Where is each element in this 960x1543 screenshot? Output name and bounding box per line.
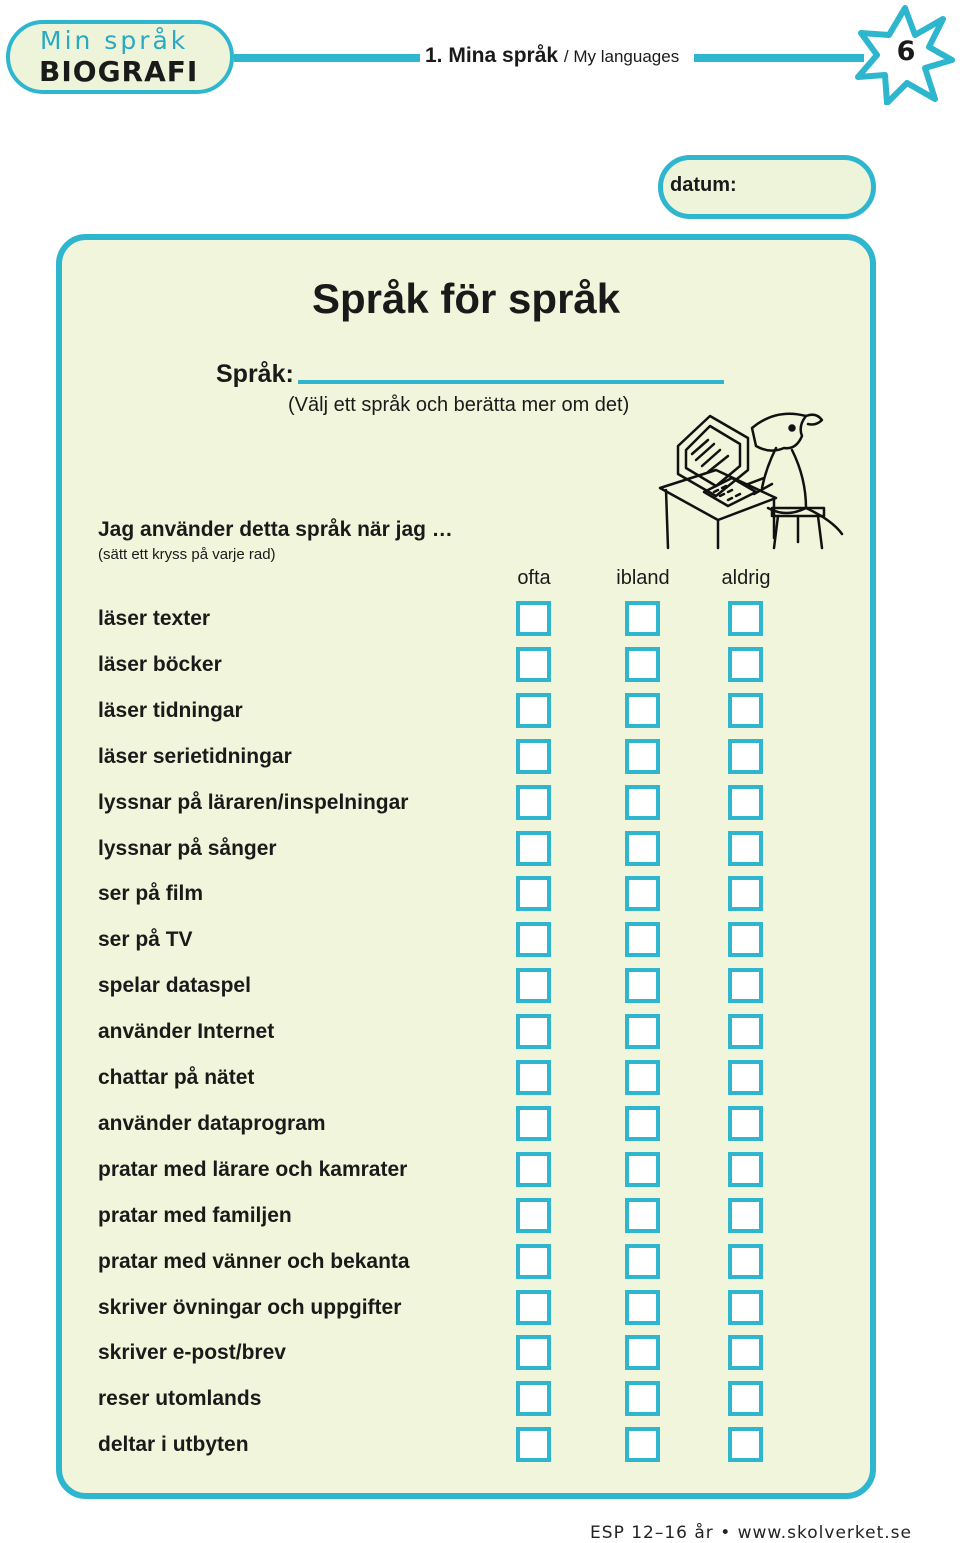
- computer-mouse-illustration-icon: [656, 408, 846, 553]
- checkbox-ibland[interactable]: [625, 647, 660, 682]
- row-label: chattar på nätet: [98, 1066, 255, 1089]
- row-label: ser på TV: [98, 928, 193, 952]
- checkbox-ofta[interactable]: [516, 601, 551, 636]
- header-rule-right: [694, 54, 864, 62]
- checkbox-ibland[interactable]: [625, 1014, 660, 1049]
- checkbox-ofta[interactable]: [516, 1152, 551, 1187]
- checkbox-aldrig[interactable]: [728, 922, 763, 957]
- row-label: ser på film: [98, 882, 204, 906]
- checkbox-ofta[interactable]: [516, 693, 551, 728]
- header-rule-left: [234, 54, 420, 62]
- checkbox-ibland[interactable]: [625, 785, 660, 820]
- row-label: reser utomlands: [98, 1387, 262, 1411]
- checkbox-aldrig[interactable]: [728, 831, 763, 866]
- checkbox-ibland[interactable]: [625, 693, 660, 728]
- checkbox-ibland[interactable]: [625, 1198, 660, 1233]
- checkbox-ibland[interactable]: [625, 1060, 660, 1095]
- row-label: deltar i utbyten: [98, 1433, 249, 1457]
- checkbox-aldrig[interactable]: [728, 601, 763, 636]
- form-title: Språk för språk: [312, 275, 621, 322]
- page-number: 6: [896, 36, 916, 67]
- section-subtitle: / My languages: [563, 47, 680, 66]
- checkbox-ofta[interactable]: [516, 876, 551, 911]
- checkbox-ibland[interactable]: [625, 1244, 660, 1279]
- checkbox-ofta[interactable]: [516, 1427, 551, 1462]
- checkbox-ofta[interactable]: [516, 1244, 551, 1279]
- checkbox-aldrig[interactable]: [728, 1014, 763, 1049]
- checkbox-ofta[interactable]: [516, 1060, 551, 1095]
- checkbox-ofta[interactable]: [516, 831, 551, 866]
- checkbox-ofta[interactable]: [516, 785, 551, 820]
- checkbox-aldrig[interactable]: [728, 785, 763, 820]
- row-label: pratar med familjen: [98, 1203, 292, 1227]
- checkbox-ibland[interactable]: [625, 739, 660, 774]
- checkbox-ofta[interactable]: [516, 922, 551, 957]
- checkbox-ibland[interactable]: [625, 876, 660, 911]
- logo-bottom-text: BIOGRAFI: [39, 55, 199, 88]
- checkbox-aldrig[interactable]: [728, 968, 763, 1003]
- checkbox-aldrig[interactable]: [728, 1198, 763, 1233]
- checkbox-ofta[interactable]: [516, 1198, 551, 1233]
- footer-credit: ESP 12–16 år • www.skolverket.se: [590, 1523, 912, 1543]
- checkbox-aldrig[interactable]: [728, 1244, 763, 1279]
- checkbox-ibland[interactable]: [625, 601, 660, 636]
- checkbox-aldrig[interactable]: [728, 1335, 763, 1370]
- checkbox-ibland[interactable]: [625, 922, 660, 957]
- checkbox-ofta[interactable]: [516, 1014, 551, 1049]
- row-label: läser tidningar: [98, 698, 243, 722]
- section-title: 1. Mina språk / My languages: [425, 44, 680, 67]
- date-label: datum:: [670, 174, 737, 196]
- checkbox-ofta[interactable]: [516, 968, 551, 1003]
- usage-intro: Jag använder detta språk när jag …: [98, 518, 453, 541]
- checkbox-ofta[interactable]: [516, 1106, 551, 1141]
- checkbox-aldrig[interactable]: [728, 1152, 763, 1187]
- checkbox-aldrig[interactable]: [728, 1060, 763, 1095]
- checkbox-aldrig[interactable]: [728, 739, 763, 774]
- checkbox-aldrig[interactable]: [728, 876, 763, 911]
- checkbox-aldrig[interactable]: [728, 1381, 763, 1416]
- checkbox-ibland[interactable]: [625, 1290, 660, 1325]
- language-label: Språk:: [216, 360, 294, 388]
- row-label: lyssnar på sånger: [98, 836, 277, 860]
- row-label: spelar dataspel: [98, 974, 251, 998]
- row-label: lyssnar på läraren/inspelningar: [98, 790, 409, 814]
- language-input-line[interactable]: [298, 380, 724, 384]
- row-label: använder dataprogram: [98, 1111, 326, 1135]
- checkbox-aldrig[interactable]: [728, 1427, 763, 1462]
- row-label: läser böcker: [98, 652, 222, 676]
- checkbox-ibland[interactable]: [625, 1335, 660, 1370]
- checkbox-aldrig[interactable]: [728, 693, 763, 728]
- checkbox-aldrig[interactable]: [728, 647, 763, 682]
- row-label: skriver e-post/brev: [98, 1341, 286, 1365]
- checkbox-ofta[interactable]: [516, 647, 551, 682]
- checkbox-ofta[interactable]: [516, 1290, 551, 1325]
- column-header-aldrig: aldrig: [721, 567, 771, 589]
- row-label: använder Internet: [98, 1020, 275, 1044]
- checkbox-ibland[interactable]: [625, 1381, 660, 1416]
- column-header-ofta: ofta: [517, 567, 551, 589]
- row-label: pratar med lärare och kamrater: [98, 1157, 408, 1181]
- row-label: skriver övningar och uppgifter: [98, 1295, 402, 1319]
- row-label: läser texter: [98, 607, 211, 630]
- checkbox-ofta[interactable]: [516, 1381, 551, 1416]
- checkbox-ibland[interactable]: [625, 1152, 660, 1187]
- checkbox-aldrig[interactable]: [728, 1106, 763, 1141]
- logo-top-text: Min språk: [40, 26, 189, 55]
- checkbox-ibland[interactable]: [625, 968, 660, 1003]
- checkbox-ibland[interactable]: [625, 1106, 660, 1141]
- checkbox-ibland[interactable]: [625, 831, 660, 866]
- row-label: läser serietidningar: [98, 744, 292, 768]
- checkbox-aldrig[interactable]: [728, 1290, 763, 1325]
- column-header-ibland: ibland: [616, 567, 670, 589]
- row-label: pratar med vänner och bekanta: [98, 1249, 410, 1273]
- checkbox-ofta[interactable]: [516, 739, 551, 774]
- usage-intro-note: (sätt ett kryss på varje rad): [98, 546, 276, 563]
- checkbox-ofta[interactable]: [516, 1335, 551, 1370]
- checkbox-ibland[interactable]: [625, 1427, 660, 1462]
- language-hint: (Välj ett språk och berätta mer om det): [288, 394, 630, 416]
